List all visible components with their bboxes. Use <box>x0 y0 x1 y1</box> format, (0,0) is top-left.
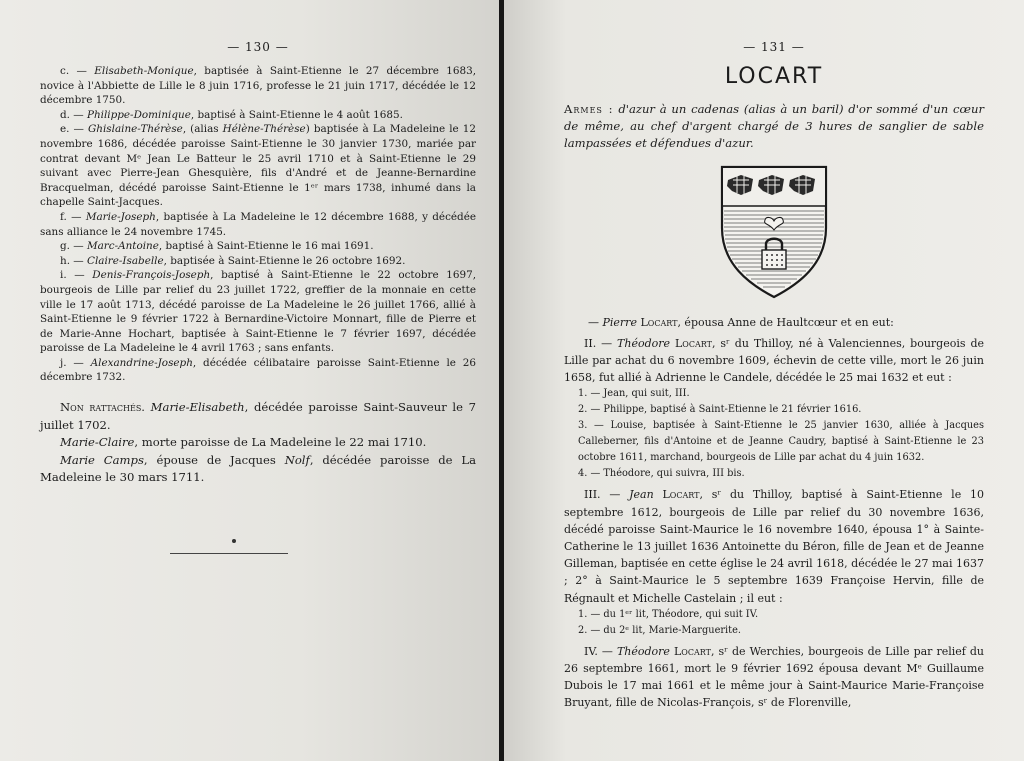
entry-e: e. — Ghislaine-Thérèse, (alias Hélène-Thérèse) baptisée à La Madeleine le 12 novembre 1686, décédée paroisse Saint-Etienne le 30 janvier 1730, mariée par contrat devant Mᵉ Jean Le Batteur le 25 avril 1710 et à Saint-Etienne le 29 suivant avec Pierre-Jean Ghesquière, fils d'André et de Jeanne-Bernardine Bracquelman, décédé paroisse Saint-Etienne le 1ᵉʳ mars 1738, inhumé dans la chapelle Saint-Jacques. <box>40 123 476 209</box>
page-number-left: — 130 — <box>227 40 289 54</box>
non-rattaches-line-3: Marie Camps, épouse de Jacques Nolf, décédée paroisse de La Madeleine le 30 mars 1711. <box>40 452 476 485</box>
right-page <box>504 0 1024 761</box>
entry-h: h. — Claire-Isabelle, baptisée à Saint-Etienne le 26 octobre 1692. <box>60 254 406 267</box>
generation-ii: II. — Théodore Locart, sʳ du Thilloy, né à Valenciennes, bourgeois de Lille par achat du 6 novembre 1609, échevin de cette ville, mort le 26 juin 1658, fut allié à Adrienne le Candele, décédée le 25 mai 1632 et eut : <box>564 336 984 385</box>
arms-description: Armes : d'azur à un cadenas (alias à un baril) d'or sommé d'un cœur de même, au chef d'argent chargé de 3 hures de sanglier de sable lampassées et défendues d'azur. <box>564 101 985 150</box>
entry-g: g. — Marc-Antoine, baptisé à Saint-Etienne le 16 mai 1691. <box>60 240 374 253</box>
entry-list <box>40 64 476 385</box>
generation-ii-child: 1. — Jean, qui suit, III. <box>578 388 690 400</box>
entry-c: c. — Elisabeth-Monique, baptisée à Saint-Etienne le 27 décembre 1683, novice à l'Abbiette de Lille le 8 juin 1716, professe le 21 juin 1717, décédée le 12 décembre 1750. <box>40 65 477 107</box>
entry-i: i. — Denis-François-Joseph, baptisé à Saint-Etienne le 22 octobre 1697, bourgeois de Lille par relief du 23 juillet 1722, greffier de la monnaie en cette ville le 17 août 1713, décédé paroisse de La Madeleine le 26 juillet 1766, allié à Saint-Etienne le 9 février 1722 à Bernardine-Victoire Monnart, fille de Pierre et de Marie-Anne Hochart, baptisée à Saint-Etienne le 7 février 1697, décédée paroisse de La Madeleine le 4 avril 1763 ; sans enfants. <box>40 269 476 355</box>
entry-j: j. — Alexandrine-Joseph, décédée célibataire paroisse Saint-Etienne le 26 décembre 1732. <box>40 356 476 384</box>
family-title: LOCART <box>724 64 824 89</box>
generation-iii-child: 1. — du 1ᵉʳ lit, Théodore, qui suit IV. <box>578 608 759 620</box>
generation-ii-child: 2. — Philippe, baptisé à Saint-Etienne le 21 février 1616. <box>578 404 862 416</box>
generation-iv: IV. — Théodore Locart, sʳ de Werchies, bourgeois de Lille par relief du 26 septembre 1661, mort le 9 février 1692 épousa devant Mᵉ Guillaume Dubois le 17 mai 1661 et le même jour à Saint-Maurice Marie-Françoise Bruyant, fille de Nicolas-François, sʳ de Florenville, <box>564 644 985 710</box>
generation-iii: III. — Jean Locart, sʳ du Thilloy, baptisé à Saint-Etienne le 10 septembre 1612, bourgeois de Lille par relief du 30 novembre 1636, décédé paroisse Saint-Maurice le 16 novembre 1640, épousa 1° à Sainte-Catherine le 13 juillet 1636 Antoinette du Béron, fille de Jean et de Jeanne Gilleman, baptisée en cette église le 24 avril 1618, décédée le 27 mai 1637 ; 2° à Saint-Maurice le 5 septembre 1639 Françoise Hervin, fille de Régnault et Michelle Castelain ; il eut : <box>564 488 984 605</box>
page-number-right: — 131 — <box>743 40 805 54</box>
non-rattaches-line-1: Non rattachés. Marie-Elisabeth, décédée paroisse Saint-Sauveur le 7 juillet 1702. <box>40 400 477 432</box>
non-rattaches-line-2: Marie-Claire, morte paroisse de La Madeleine le 22 mai 1710. <box>60 435 427 450</box>
generation-ii-child: 4. — Théodore, qui suivra, III bis. <box>578 468 745 480</box>
end-rule <box>170 553 288 554</box>
coat-of-arms <box>564 164 984 300</box>
generation-iii-child: 2. — du 2ᵉ lit, Marie-Marguerite. <box>578 624 742 636</box>
left-page <box>0 0 500 761</box>
entry-f: f. — Marie-Joseph, baptisée à La Madeleine le 12 décembre 1688, y décédée sans alliance le 24 novembre 1745. <box>40 210 476 238</box>
generation-ii-child: 3. — Louise, baptisée à Saint-Etienne le 25 janvier 1630, alliée à Jacques Calleberner, fils d'Antoine et de Jeanne Caudry, baptisé à Saint-Etienne le 23 octobre 1611, marchand, bourgeois de Lille par achat du 4 juin 1632. <box>578 420 984 464</box>
ornament-dot <box>232 539 236 543</box>
non-rattaches-section <box>40 399 476 487</box>
intro-line: — Pierre Locart, épousa Anne de Haultcœur et en eut: <box>588 315 894 329</box>
coat-of-arms-icon <box>719 164 829 300</box>
entry-d: d. — Philippe-Dominique, baptisé à Saint-Etienne le 4 août 1685. <box>60 108 403 121</box>
